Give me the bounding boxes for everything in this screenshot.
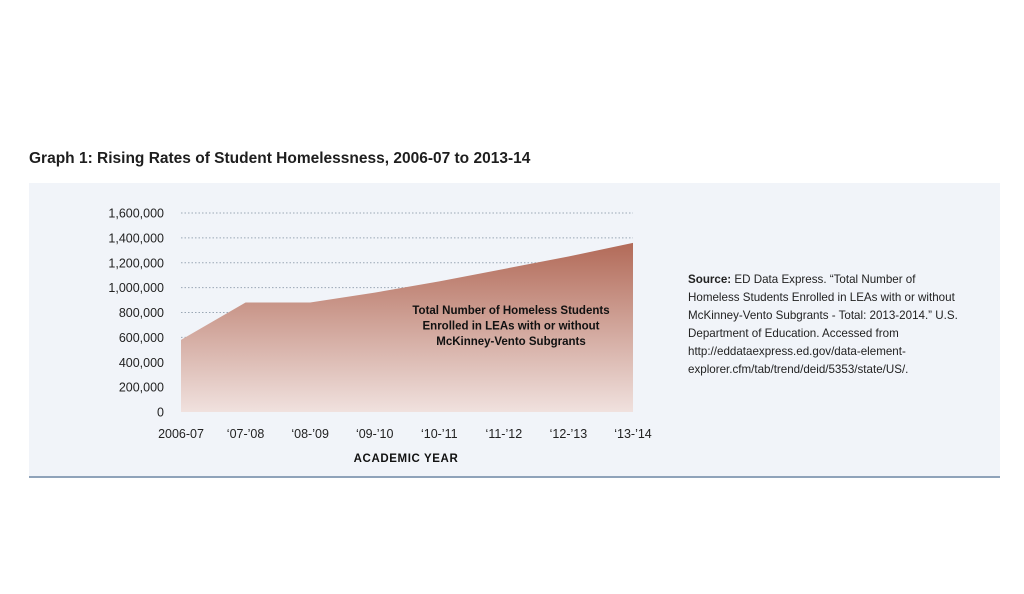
source-note <box>688 271 960 379</box>
series-label-line: McKinney-Vento Subgrants <box>436 336 586 348</box>
x-tick-label: ‘13-’14 <box>614 427 652 441</box>
x-tick-label: ‘12-’13 <box>549 427 588 441</box>
series-label <box>412 305 609 348</box>
y-tick-label: 600,000 <box>118 330 164 345</box>
series-label-line: Total Number of Homeless Students <box>412 305 610 317</box>
y-tick-label: 1,200,000 <box>108 256 164 271</box>
y-tick-label: 1,400,000 <box>108 231 164 246</box>
source-label: Source: <box>688 273 732 286</box>
x-tick-label: 2006-07 <box>158 427 204 441</box>
x-tick-label: ‘09-’10 <box>355 427 394 441</box>
series-label-line: Enrolled in LEAs with or without <box>422 320 600 333</box>
x-tick-label: ‘08-’09 <box>291 427 329 441</box>
y-tick-label: 800,000 <box>118 306 164 320</box>
chart-title: Graph 1: Rising Rates of Student Homelessness, 2006-07 to 2013-14 <box>29 150 531 167</box>
chart-panel <box>29 183 1000 478</box>
y-tick-label: 1,000,000 <box>108 281 164 296</box>
source-text: ED Data Express. “Total Number of Homeless Students Enrolled in LEAs with or without McKinney-Vento Subgrants - Total: 2013-2014.” U.S. Department of Education. Accessed from http://eddataexpress.ed.gov/data-element-explorer.cfm/tab/trend/deid/5353/state/US/. <box>688 273 958 376</box>
y-tick-label: 400,000 <box>118 355 164 370</box>
y-tick-label: 200,000 <box>118 380 164 395</box>
y-axis-ticks <box>108 207 164 420</box>
y-tick-label: 0 <box>157 405 164 420</box>
x-axis-ticks <box>158 427 652 441</box>
x-axis-title: ACADEMIC YEAR <box>353 453 459 465</box>
x-tick-label: ‘07-’08 <box>226 427 265 441</box>
y-tick-label: 1,600,000 <box>108 206 164 221</box>
x-tick-label: ‘10-’11 <box>420 427 458 441</box>
x-tick-label: ‘11-’12 <box>485 427 523 441</box>
